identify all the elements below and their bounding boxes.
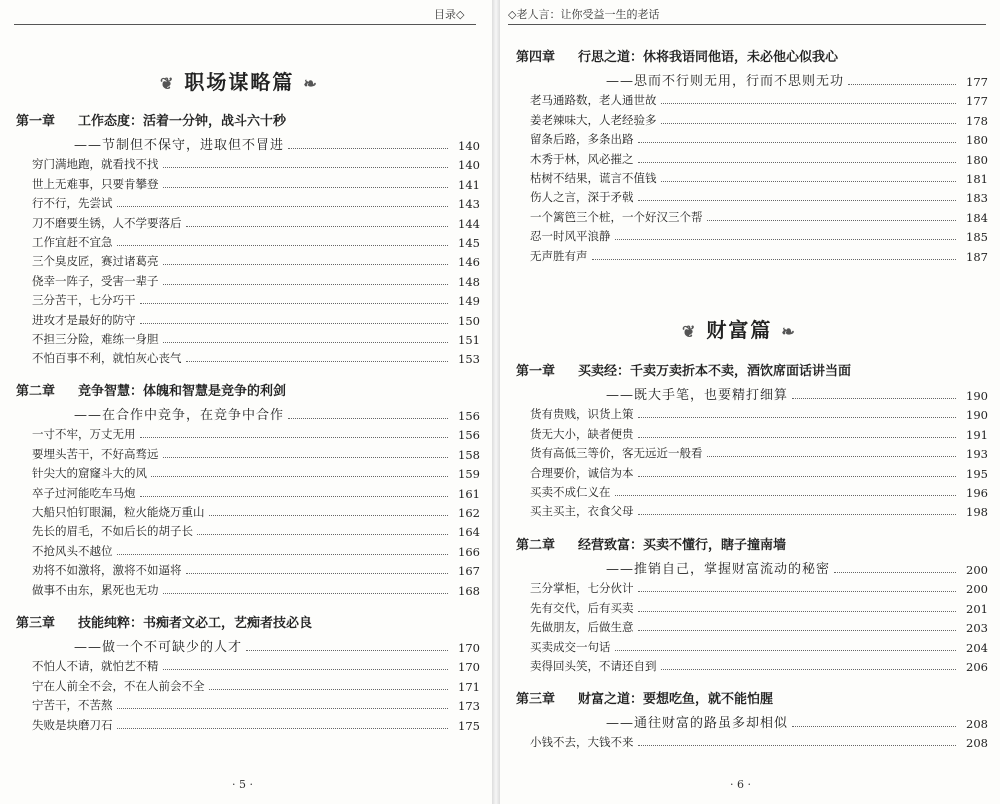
toc-entry[interactable] bbox=[530, 91, 988, 108]
entry-page-number: 200 bbox=[966, 582, 988, 597]
toc-entry[interactable] bbox=[530, 169, 988, 186]
toc-entry[interactable] bbox=[530, 111, 988, 128]
toc-entry[interactable] bbox=[32, 581, 480, 598]
dot-leader bbox=[163, 342, 449, 343]
entry-label: ——思而不行则无用，行而不思则无功 bbox=[606, 74, 845, 89]
toc-entry[interactable] bbox=[530, 188, 988, 205]
entry-page-number: 178 bbox=[966, 113, 988, 128]
entry-label: 行不行，先尝试 bbox=[32, 196, 113, 211]
dot-leader bbox=[163, 187, 449, 188]
entry-label: 卒子过河能吃车马炮 bbox=[32, 485, 136, 500]
entry-label: 刀不磨要生锈，人不学要落后 bbox=[32, 215, 182, 230]
entry-page-number: 200 bbox=[966, 563, 988, 577]
chapter-heading[interactable] bbox=[516, 360, 851, 379]
toc-entry[interactable] bbox=[32, 349, 480, 366]
entry-label: 做事不由东，累死也无功 bbox=[32, 582, 159, 597]
dot-leader bbox=[638, 417, 957, 418]
chapter-title: 经营致富：买卖不懂行，瞎子撞南墙 bbox=[578, 538, 787, 553]
entry-page-number: 187 bbox=[966, 249, 988, 264]
toc-entry[interactable] bbox=[32, 561, 480, 578]
entry-label: 木秀于林，风必摧之 bbox=[530, 151, 634, 166]
chapter-title: 行思之道：休将我语同他语，未必他心似我心 bbox=[578, 50, 839, 65]
dot-leader bbox=[209, 689, 449, 690]
entry-label: 大船只怕钉眼漏，粒火能烧万重山 bbox=[32, 505, 205, 519]
toc-entry[interactable] bbox=[32, 175, 480, 192]
entry-page-number: 168 bbox=[458, 583, 480, 598]
dot-leader bbox=[792, 726, 956, 727]
dot-leader bbox=[707, 220, 957, 221]
dot-leader bbox=[661, 103, 957, 104]
dot-leader bbox=[615, 239, 957, 240]
toc-entry[interactable] bbox=[530, 657, 988, 674]
entry-label: 货有高低三等价，客无远近一般看 bbox=[530, 446, 703, 461]
chapter-subtitle-row[interactable] bbox=[74, 136, 480, 153]
chapter-heading[interactable] bbox=[16, 380, 286, 399]
entry-page-number: 166 bbox=[458, 544, 480, 559]
toc-entry[interactable] bbox=[530, 733, 988, 750]
entry-label: ——节制但不保守，进取但不冒进 bbox=[74, 138, 285, 153]
dot-leader bbox=[615, 495, 957, 496]
entry-page-number: 198 bbox=[966, 505, 988, 520]
entry-page-number: 156 bbox=[458, 428, 480, 443]
entry-label: 伤人之言，深于矛戟 bbox=[530, 190, 634, 205]
section-title-text: 财富篇 bbox=[706, 318, 773, 342]
entry-label: 侥幸一阵子，受害一辈子 bbox=[32, 273, 159, 288]
entry-label: 货无大小，缺者便贵 bbox=[530, 426, 634, 441]
entry-page-number: 148 bbox=[458, 274, 480, 289]
toc-entry[interactable] bbox=[32, 214, 480, 231]
chapter-title: 竞争智慧：体魄和智慧是竞争的利剑 bbox=[78, 384, 287, 399]
toc-entry[interactable] bbox=[530, 599, 988, 616]
toc-entry[interactable] bbox=[530, 130, 988, 147]
entry-page-number: 193 bbox=[966, 447, 988, 462]
toc-entry[interactable] bbox=[32, 272, 480, 289]
entry-label: 先长的眉毛，不如后长的胡子长 bbox=[32, 524, 193, 539]
section-title bbox=[160, 66, 319, 95]
entry-label: 三分苦干，七分巧干 bbox=[32, 293, 136, 308]
toc-entry[interactable] bbox=[32, 503, 480, 520]
toc-entry[interactable] bbox=[530, 208, 988, 225]
chapter-title: 买卖经：千卖万卖折本不卖，酒饮席面话讲当面 bbox=[578, 364, 852, 379]
entry-label: 先做朋友，后做生意 bbox=[530, 620, 634, 635]
entry-page-number: 206 bbox=[966, 660, 988, 674]
toc-entry[interactable] bbox=[32, 252, 480, 269]
entry-label: 姜老辣味大，人老经验多 bbox=[530, 112, 657, 127]
toc-entry[interactable] bbox=[530, 618, 988, 635]
entry-page-number: 161 bbox=[458, 486, 480, 501]
dot-leader bbox=[151, 476, 448, 477]
entry-label: 世上无难事，只要肯攀登 bbox=[32, 176, 159, 191]
dot-leader bbox=[661, 669, 957, 670]
entry-label: 一个篱笆三个桩，一个好汉三个帮 bbox=[530, 209, 703, 224]
dot-leader bbox=[707, 456, 957, 457]
page-number: · 5 · bbox=[232, 778, 253, 791]
toc-entry[interactable] bbox=[530, 464, 988, 481]
chapter-heading[interactable] bbox=[516, 46, 838, 65]
dot-leader bbox=[638, 200, 957, 201]
chapter-number: 第一章 bbox=[516, 364, 556, 379]
chapter-title: 工作态度：活着一分钟，战斗六十秒 bbox=[78, 114, 287, 129]
right-page bbox=[500, 0, 1000, 804]
entry-page-number: 158 bbox=[458, 447, 480, 462]
chapter-number: 第三章 bbox=[516, 692, 556, 707]
dot-leader bbox=[638, 514, 957, 515]
entry-page-number: 144 bbox=[458, 216, 480, 231]
toc-entry[interactable] bbox=[32, 311, 480, 328]
toc-entry[interactable] bbox=[32, 194, 480, 211]
entry-page-number: 149 bbox=[458, 294, 480, 309]
running-head: 目录◇ bbox=[434, 8, 465, 21]
dot-leader bbox=[117, 708, 449, 709]
dot-leader bbox=[186, 361, 449, 362]
entry-label: 无声胜有声 bbox=[530, 248, 588, 263]
dot-leader bbox=[638, 142, 957, 143]
chapter-subtitle-row[interactable] bbox=[606, 560, 988, 577]
dot-leader bbox=[661, 181, 957, 182]
dot-leader bbox=[197, 534, 448, 535]
entry-label: 先有交代，后有买卖 bbox=[530, 600, 634, 615]
dot-leader bbox=[163, 457, 449, 458]
entry-label: ——做一个不可缺少的人才 bbox=[74, 640, 243, 655]
dot-leader bbox=[117, 728, 449, 729]
entry-label: ——通往财富的路虽多却相似 bbox=[606, 716, 789, 731]
toc-entry[interactable] bbox=[530, 405, 988, 422]
entry-page-number: 180 bbox=[966, 133, 988, 148]
dot-leader bbox=[140, 303, 449, 304]
entry-page-number: 195 bbox=[966, 466, 988, 481]
dot-leader bbox=[288, 418, 448, 419]
entry-page-number: 204 bbox=[966, 640, 988, 655]
entry-label: 留条后路，多条出路 bbox=[530, 132, 634, 147]
toc-entry[interactable] bbox=[530, 502, 988, 519]
entry-label: 货有贵贱，识货上策 bbox=[530, 407, 634, 422]
toc-entry[interactable] bbox=[32, 291, 480, 308]
entry-page-number: 196 bbox=[966, 486, 988, 500]
dot-leader bbox=[638, 437, 957, 438]
dot-leader bbox=[638, 591, 957, 592]
dot-leader bbox=[661, 123, 957, 124]
section-title bbox=[682, 314, 797, 343]
chapter-subtitle-row[interactable] bbox=[606, 386, 988, 403]
dot-leader bbox=[848, 84, 956, 85]
entry-page-number: 190 bbox=[966, 408, 988, 423]
toc-entry[interactable] bbox=[530, 483, 988, 500]
toc-entry[interactable] bbox=[32, 425, 480, 442]
dot-leader bbox=[117, 554, 449, 555]
entry-page-number: 177 bbox=[966, 75, 988, 89]
entry-page-number: 159 bbox=[458, 467, 480, 482]
entry-page-number: 183 bbox=[966, 191, 988, 206]
entry-page-number: 140 bbox=[458, 139, 480, 153]
entry-page-number: 141 bbox=[458, 177, 480, 192]
entry-page-number: 203 bbox=[966, 621, 988, 636]
entry-label: ——在合作中竞争，在竞争中合作 bbox=[74, 408, 285, 423]
header-rule bbox=[508, 24, 986, 25]
chapter-number: 第一章 bbox=[16, 114, 56, 129]
entry-page-number: 146 bbox=[458, 255, 480, 270]
chapter-heading[interactable] bbox=[16, 612, 312, 631]
entry-page-number: 170 bbox=[458, 641, 480, 655]
dot-leader bbox=[117, 206, 449, 207]
entry-label: 宁苦干，不苦熬 bbox=[32, 698, 113, 713]
dot-leader bbox=[186, 573, 449, 574]
page-number: · 6 · bbox=[730, 778, 751, 791]
dot-leader bbox=[140, 496, 449, 497]
chapter-title: 技能纯粹：书痴者文必工，艺痴者技必良 bbox=[78, 616, 313, 631]
ornament-left-icon: ❦ bbox=[160, 74, 176, 93]
entry-page-number: 181 bbox=[966, 172, 988, 186]
entry-label: 不抢风头不越位 bbox=[32, 543, 113, 558]
toc-entry[interactable] bbox=[32, 445, 480, 462]
ornament-left-icon: ❦ bbox=[682, 322, 698, 341]
entry-label: 小钱不去，大钱不来 bbox=[530, 735, 634, 750]
chapter-subtitle-row[interactable] bbox=[606, 72, 988, 89]
dot-leader bbox=[638, 611, 957, 612]
entry-page-number: 145 bbox=[458, 236, 480, 250]
entry-label: 要埋头苦干，不好高骛远 bbox=[32, 446, 159, 461]
entry-label: 买主买主，衣食父母 bbox=[530, 504, 634, 519]
entry-page-number: 190 bbox=[966, 389, 988, 403]
entry-page-number: 140 bbox=[458, 158, 480, 173]
entry-label: 老马通路数，老人通世故 bbox=[530, 93, 657, 108]
book-gutter bbox=[492, 0, 500, 804]
chapter-subtitle-row[interactable] bbox=[74, 406, 480, 423]
toc-entry[interactable] bbox=[32, 330, 480, 347]
chapter-heading[interactable] bbox=[516, 688, 773, 707]
entry-page-number: 170 bbox=[458, 660, 480, 675]
dot-leader bbox=[246, 650, 448, 651]
dot-leader bbox=[792, 398, 956, 399]
entry-page-number: 185 bbox=[966, 230, 988, 245]
ornament-right-icon: ❧ bbox=[781, 322, 797, 341]
chapter-number: 第四章 bbox=[516, 50, 556, 65]
entry-page-number: 191 bbox=[966, 427, 988, 442]
chapter-subtitle-row[interactable] bbox=[606, 714, 988, 731]
toc-entry[interactable] bbox=[32, 696, 480, 713]
header-rule bbox=[14, 24, 476, 25]
dot-leader bbox=[288, 148, 448, 149]
entry-page-number: 180 bbox=[966, 152, 988, 167]
entry-label: 买卖成交一句话 bbox=[530, 639, 611, 654]
dot-leader bbox=[186, 226, 449, 227]
toc-entry[interactable] bbox=[32, 716, 480, 733]
dot-leader bbox=[638, 476, 957, 477]
dot-leader bbox=[163, 669, 449, 670]
entry-label: ——既大手笔，也要精打细算 bbox=[606, 388, 789, 403]
toc-entry[interactable] bbox=[32, 522, 480, 539]
section-title-text: 职场谋略篇 bbox=[184, 70, 295, 94]
dot-leader bbox=[117, 245, 449, 246]
toc-entry[interactable] bbox=[32, 542, 480, 559]
entry-page-number: 156 bbox=[458, 409, 480, 423]
entry-label: 合理要价，诚信为本 bbox=[530, 465, 634, 480]
dot-leader bbox=[638, 630, 957, 631]
dot-leader bbox=[163, 284, 449, 285]
toc-entry[interactable] bbox=[530, 247, 988, 264]
entry-label: 宁在人前全不会，不在人前会不全 bbox=[32, 678, 205, 693]
entry-label: 不怕百事不利，就怕灰心丧气 bbox=[32, 351, 182, 366]
entry-page-number: 162 bbox=[458, 506, 480, 520]
entry-label: 进攻才是最好的防守 bbox=[32, 312, 136, 327]
entry-label: 失败是块磨刀石 bbox=[32, 717, 113, 732]
dot-leader bbox=[592, 259, 957, 260]
entry-label: 工作宜赶不宜急 bbox=[32, 235, 113, 249]
dot-leader bbox=[140, 323, 449, 324]
toc-entry[interactable] bbox=[530, 227, 988, 244]
entry-label: 三分掌柜，七分伙计 bbox=[530, 581, 634, 596]
toc-entry[interactable] bbox=[530, 579, 988, 596]
chapter-heading[interactable] bbox=[16, 110, 286, 129]
toc-entry[interactable] bbox=[32, 484, 480, 501]
toc-entry[interactable] bbox=[32, 233, 480, 250]
entry-page-number: 175 bbox=[458, 718, 480, 733]
dot-leader bbox=[834, 572, 956, 573]
entry-label: 三个臭皮匠，赛过诸葛亮 bbox=[32, 254, 159, 269]
toc-entry[interactable] bbox=[530, 425, 988, 442]
dot-leader bbox=[638, 745, 957, 746]
entry-label: 劝将不如激将，激将不如逼将 bbox=[32, 563, 182, 578]
chapter-heading[interactable] bbox=[516, 534, 786, 553]
chapter-number: 第二章 bbox=[16, 384, 56, 399]
entry-page-number: 171 bbox=[458, 679, 480, 694]
dot-leader bbox=[163, 593, 449, 594]
toc-entry[interactable] bbox=[530, 444, 988, 461]
entry-label: 不担三分险，难练一身胆 bbox=[32, 332, 159, 346]
entry-page-number: 177 bbox=[966, 94, 988, 109]
entry-label: 穷门满地跑，就看找不找 bbox=[32, 157, 159, 172]
entry-page-number: 151 bbox=[458, 333, 480, 347]
entry-page-number: 143 bbox=[458, 197, 480, 212]
toc-entry[interactable] bbox=[32, 677, 480, 694]
chapter-number: 第二章 bbox=[516, 538, 556, 553]
entry-label: 卖得回头笑，不请还自到 bbox=[530, 659, 657, 673]
toc-entry[interactable] bbox=[32, 464, 480, 481]
entry-page-number: 164 bbox=[458, 525, 480, 540]
entry-page-number: 150 bbox=[458, 313, 480, 328]
toc-entry[interactable] bbox=[32, 155, 480, 172]
chapter-number: 第三章 bbox=[16, 616, 56, 631]
entry-label: ——推销自己，掌握财富流动的秘密 bbox=[606, 562, 831, 577]
ornament-right-icon: ❧ bbox=[303, 74, 319, 93]
entry-page-number: 184 bbox=[966, 210, 988, 225]
chapter-title: 财富之道：要想吃鱼，就不能怕腥 bbox=[578, 692, 774, 707]
entry-label: 买卖不成仁义在 bbox=[530, 485, 611, 499]
entry-label: 忍一时风平浪静 bbox=[530, 229, 611, 244]
left-page bbox=[0, 0, 492, 804]
entry-label: 针尖大的窟窿斗大的风 bbox=[32, 466, 147, 481]
toc-entry[interactable] bbox=[530, 150, 988, 167]
entry-page-number: 201 bbox=[966, 601, 988, 616]
chapter-subtitle-row[interactable] bbox=[74, 638, 480, 655]
dot-leader bbox=[163, 167, 449, 168]
dot-leader bbox=[615, 650, 957, 651]
entry-label: 不怕人不请，就怕艺不精 bbox=[32, 659, 159, 674]
entry-page-number: 153 bbox=[458, 352, 480, 367]
entry-page-number: 173 bbox=[458, 699, 480, 714]
toc-entry[interactable] bbox=[32, 657, 480, 674]
entry-page-number: 208 bbox=[966, 717, 988, 731]
running-head: ◇老人言：让你受益一生的老话 bbox=[508, 8, 660, 21]
entry-page-number: 167 bbox=[458, 564, 480, 579]
toc-entry[interactable] bbox=[530, 638, 988, 655]
dot-leader bbox=[638, 162, 957, 163]
entry-page-number: 208 bbox=[966, 736, 988, 751]
dot-leader bbox=[163, 264, 449, 265]
entry-label: 一寸不牢，万丈无用 bbox=[32, 427, 136, 442]
dot-leader bbox=[209, 515, 449, 516]
dot-leader bbox=[140, 437, 449, 438]
entry-label: 枯树不结果，谎言不值钱 bbox=[530, 171, 657, 185]
